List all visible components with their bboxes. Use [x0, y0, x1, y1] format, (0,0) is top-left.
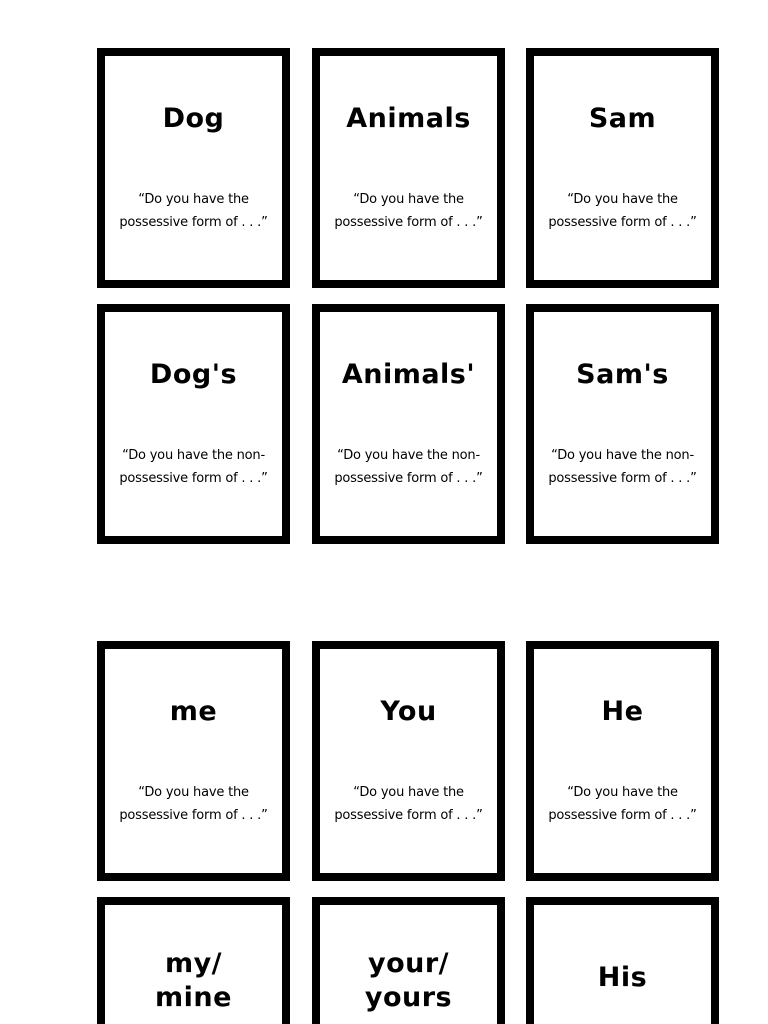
card-he — [526, 641, 719, 881]
card-prompt: “Do you have the non-possessive form of . . .” — [334, 448, 483, 486]
card-word: your/ yours — [364, 948, 453, 1013]
card-sams — [526, 304, 719, 544]
card-word: Dog's — [149, 359, 238, 390]
card-prompt: “Do you have the possessive form of . . .” — [548, 192, 697, 230]
card-word: You — [380, 696, 437, 727]
card-word: He — [601, 696, 644, 727]
card-animals-possessive — [312, 304, 505, 544]
card-animals — [312, 48, 505, 288]
card-prompt: “Do you have the non-possessive form of . . .” — [548, 448, 697, 486]
card-word: His — [597, 962, 648, 993]
card-prompt: “Do you have the possessive form of . . .” — [548, 785, 697, 823]
card-his — [526, 897, 719, 1024]
card-me — [97, 641, 290, 881]
card-your-yours — [312, 897, 505, 1024]
card-prompt: “Do you have the possessive form of . . .” — [334, 192, 483, 230]
card-word: Animals — [346, 103, 471, 134]
card-dog — [97, 48, 290, 288]
card-dogs — [97, 304, 290, 544]
card-word: Sam's — [576, 359, 669, 390]
card-word: Animals' — [341, 359, 476, 390]
card-word: me — [169, 696, 218, 727]
card-prompt: “Do you have the possessive form of . . .” — [119, 192, 268, 230]
card-prompt: “Do you have the possessive form of . . .” — [119, 785, 268, 823]
card-my-mine — [97, 897, 290, 1024]
card-prompt: “Do you have the non-possessive form of . . .” — [119, 448, 268, 486]
card-word: Sam — [588, 103, 657, 134]
card-word: my/ mine — [155, 948, 232, 1013]
card-prompt: “Do you have the possessive form of . . .” — [334, 785, 483, 823]
card-word: Dog — [162, 103, 225, 134]
card-you — [312, 641, 505, 881]
card-sam — [526, 48, 719, 288]
